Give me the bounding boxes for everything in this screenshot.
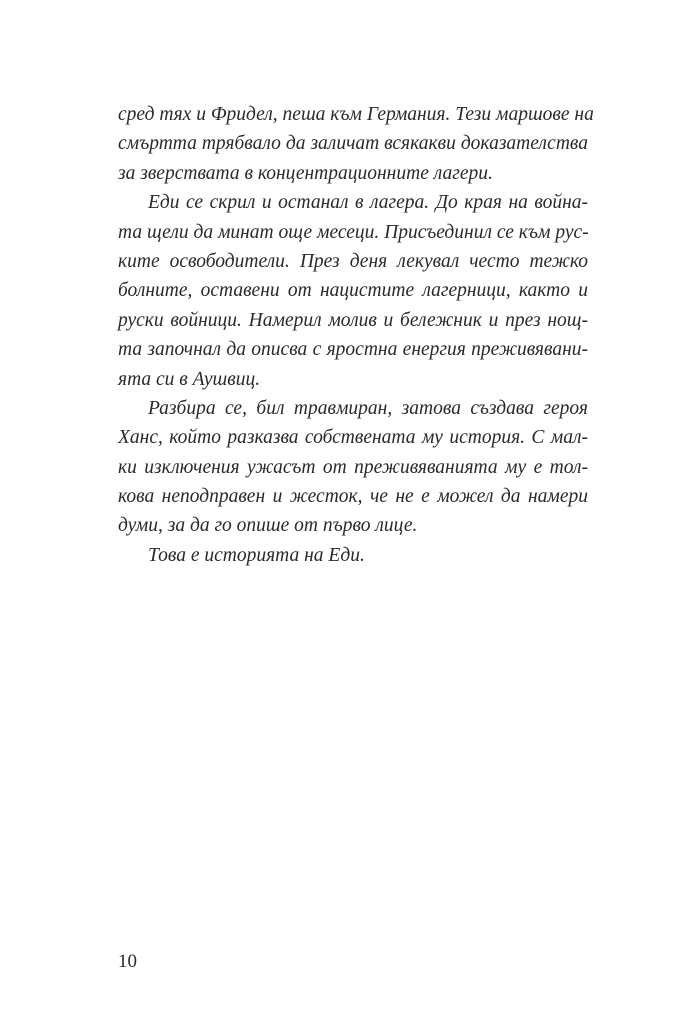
text-line: болните, оставени от нацистите лагерници, както и: [118, 280, 588, 302]
text-line: Еди се скрил и останал в лагера. До края на война-: [148, 192, 588, 214]
text-line: за зверствата в концентрационните лагери.: [118, 162, 493, 184]
text-line: смъртта трябвало да заличат всякакви доказателства: [118, 133, 588, 155]
body-text: [118, 100, 594, 570]
text-line: ята си в Аушвиц.: [118, 368, 261, 390]
text-line: Разбира се, бил травмиран, затова създава героя: [148, 397, 588, 419]
text-line: ки изключения ужасът от преживяванията му е тол-: [118, 456, 588, 478]
text-line: руски войници. Намерил молив и бележник и през нощ-: [118, 309, 588, 331]
text-line: та щели да минат още месеци. Присъединил се към рус-: [118, 221, 589, 243]
text-line: та започнал да описва с яростна енергия преживявани-: [118, 339, 588, 361]
text-line: думи, за да го опише от първо лице.: [118, 515, 418, 537]
text-line: Ханс, който разказва собствената му история. С мал-: [118, 427, 588, 449]
text-line: кова неподправен и жесток, че не е можел да намери: [118, 486, 588, 508]
page-number: 10: [118, 951, 137, 972]
text-line: ките освободители. През деня лекувал често тежко: [118, 250, 588, 272]
text-line: Това е историята на Еди.: [148, 544, 365, 566]
text-line: сред тях и Фридел, пеша към Германия. Тези маршове на: [118, 104, 594, 125]
